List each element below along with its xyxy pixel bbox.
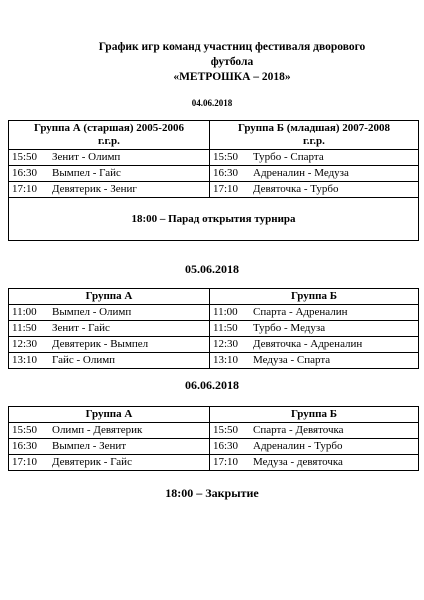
day-2-schedule-table xyxy=(8,288,419,369)
day-1-date: 04.06.2018 xyxy=(191,98,233,108)
table-header-row xyxy=(9,407,419,423)
group-b-header: Группа Б xyxy=(210,289,419,305)
day-2-date: 05.06.2018 xyxy=(185,262,239,276)
day-1-schedule-table xyxy=(8,120,419,241)
group-b-header: Группа Б (младшая) 2007-2008 г.г.р. xyxy=(210,121,419,150)
table-row xyxy=(9,439,419,455)
table-row xyxy=(9,305,419,321)
game-cell: 13:10 Гайс - Олимп xyxy=(9,353,210,369)
title-line-2: футбола xyxy=(210,56,254,68)
game-cell: 15:50 Зенит - Олимп xyxy=(9,150,210,166)
table-row xyxy=(9,423,419,439)
table-row xyxy=(9,353,419,369)
group-a-header: Группа А xyxy=(9,289,210,305)
game-cell: 11:00 Спарта - Адреналин xyxy=(210,305,419,321)
game-cell: 13:10 Медуза - Спарта xyxy=(210,353,419,369)
game-cell: 16:30 Адреналин - Турбо xyxy=(210,439,419,455)
game-cell: 15:50 Спарта - Девяточка xyxy=(210,423,419,439)
opening-parade: 18:00 – Парад открытия турнира xyxy=(9,198,419,241)
game-cell: 16:30 Адреналин - Медуза xyxy=(210,166,419,182)
closing-ceremony: 18:00 – Закрытие xyxy=(165,486,259,500)
game-cell: 16:30 Вымпел - Гайс xyxy=(9,166,210,182)
title-line-1: График игр команд участниц фестиваля дворового xyxy=(98,41,366,53)
day-3-schedule-table xyxy=(8,406,419,471)
group-a-header: Группа А (старшая) 2005-2006 г.г.р. xyxy=(9,121,210,150)
table-header-row xyxy=(9,121,419,150)
game-cell: 17:10 Девяточка - Турбо xyxy=(210,182,419,198)
game-cell: 15:50 Олимп - Девятерик xyxy=(9,423,210,439)
game-cell: 16:30 Вымпел - Зенит xyxy=(9,439,210,455)
game-cell: 12:30 Девяточка - Адреналин xyxy=(210,337,419,353)
document-title xyxy=(20,40,424,85)
game-cell: 12:30 Девятерик - Вымпел xyxy=(9,337,210,353)
game-cell: 11:00 Вымпел - Олимп xyxy=(9,305,210,321)
game-cell: 17:10 Девятерик - Гайс xyxy=(9,455,210,471)
table-row xyxy=(9,150,419,166)
table-row xyxy=(9,182,419,198)
group-a-header: Группа А xyxy=(9,407,210,423)
game-cell: 15:50 Турбо - Спарта xyxy=(210,150,419,166)
ceremony-row xyxy=(9,198,419,241)
table-row xyxy=(9,455,419,471)
table-row xyxy=(9,321,419,337)
title-line-3: «МЕТРОШКА – 2018» xyxy=(173,71,291,83)
day-3-date: 06.06.2018 xyxy=(185,378,239,392)
game-cell: 17:10 Девятерик - Зениг xyxy=(9,182,210,198)
group-b-header: Группа Б xyxy=(210,407,419,423)
table-header-row xyxy=(9,289,419,305)
table-row xyxy=(9,337,419,353)
game-cell: 17:10 Медуза - девяточка xyxy=(210,455,419,471)
game-cell: 11:50 Зенит - Гайс xyxy=(9,321,210,337)
game-cell: 11:50 Турбо - Медуза xyxy=(210,321,419,337)
table-row xyxy=(9,166,419,182)
